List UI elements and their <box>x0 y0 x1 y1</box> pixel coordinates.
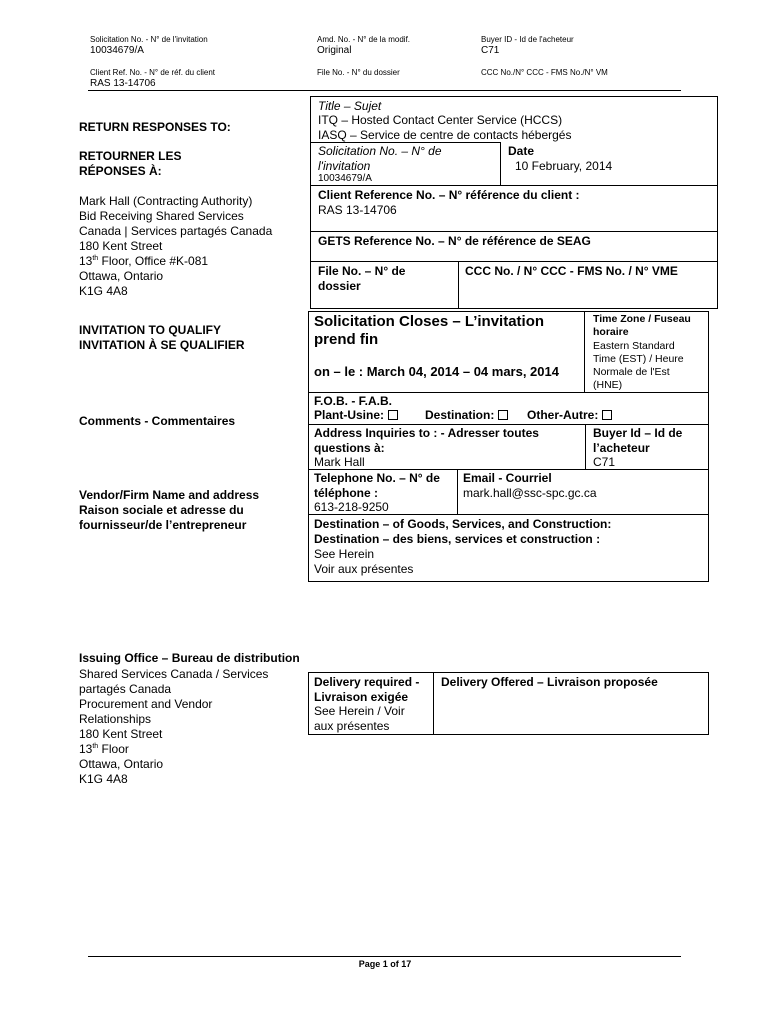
destination-value-en: See Herein <box>314 547 375 561</box>
address-floor: 13th Floor, Office #K-081 <box>79 254 209 268</box>
ccc-fms-label: CCC No. / N° CCC - FMS No. / N° VME <box>465 264 678 278</box>
buyer-id-label: Buyer ID - Id de l'acheteur <box>481 35 574 44</box>
telephone-value: 613-218-9250 <box>314 500 389 514</box>
delivery-required-value: See Herein / Voir <box>314 704 405 718</box>
fob-other: Other-Autre: <box>527 408 612 423</box>
client-reference-label: Client Reference No. – N° référence du client : <box>318 188 580 202</box>
invitation-to-qualify: INVITATION TO QUALIFY <box>79 323 221 337</box>
return-responses-fr-2: RÉPONSES À: <box>79 164 162 178</box>
vendor-label-1: Vendor/Firm Name and address <box>79 488 260 502</box>
email-value[interactable]: mark.hall@ssc-spc.gc.ca <box>463 486 597 500</box>
buyer-id-value: C71 <box>481 45 500 56</box>
closing-date: on – le : March 04, 2014 – 04 mars, 2014 <box>314 364 559 379</box>
date-value: 10 February, 2014 <box>515 159 613 173</box>
delivery-required-value-2: aux présentes <box>314 719 390 733</box>
issuing-floor: 13th Floor <box>79 742 129 756</box>
solicitation-no-label-box: Solicitation No. – N° de <box>318 144 442 158</box>
address-line: Canada | Services partagés Canada <box>79 224 273 238</box>
telephone-label: Telephone No. – N° de <box>314 471 440 485</box>
issuing-street: 180 Kent Street <box>79 727 163 741</box>
solicitation-no-value: 10034679/A <box>90 45 144 56</box>
contracting-authority: Mark Hall (Contracting Authority) <box>79 194 253 208</box>
address-inquiries-label-2: questions à: <box>314 441 385 455</box>
invitation-se-qualifier: INVITATION À SE QUALIFIER <box>79 338 245 352</box>
comments-label: Comments - Commentaires <box>79 414 236 428</box>
footer-rule <box>88 956 681 957</box>
delivery-offered-label: Delivery Offered – Livraison proposée <box>441 675 658 689</box>
file-no-label-box: File No. – N° de <box>318 264 406 278</box>
address-street: 180 Kent Street <box>79 239 163 253</box>
issuing-office-title: Issuing Office – Bureau de distribution <box>79 651 300 665</box>
time-zone-label-2: horaire <box>593 326 629 338</box>
delivery-required-label-fr: Livraison exigée <box>314 690 409 704</box>
email-label: Email - Courriel <box>463 471 552 485</box>
vendor-label-3: fournisseur/de l’entrepreneur <box>79 518 247 532</box>
destination-checkbox[interactable] <box>498 410 508 420</box>
return-responses-en: RETURN RESPONSES TO: <box>79 120 231 134</box>
plant-checkbox[interactable] <box>388 410 398 420</box>
time-zone-value: Normale de l'Est <box>593 366 670 378</box>
issuing-line: partagés Canada <box>79 682 172 696</box>
address-postal: K1G 4A8 <box>79 284 128 298</box>
solicitation-no-value-box: 10034679/A <box>318 173 372 184</box>
fob-destination: Destination: <box>425 408 508 423</box>
amd-no-label: Amd. No. - N° de la modif. <box>317 35 411 44</box>
issuing-city: Ottawa, Ontario <box>79 757 164 771</box>
other-checkbox[interactable] <box>602 410 612 420</box>
title-fr: IASQ – Service de centre de contacts hébergés <box>318 128 572 142</box>
issuing-line: Procurement and Vendor <box>79 697 213 711</box>
address-line: Bid Receiving Shared Services <box>79 209 244 223</box>
file-no-label-box-2: dossier <box>318 279 361 293</box>
solicitation-closes-1: Solicitation Closes – L’invitation <box>314 313 545 330</box>
date-label: Date <box>508 144 535 158</box>
ccc-no-label: CCC No./N° CCC - FMS No./N° VM <box>481 68 608 77</box>
client-reference-value: RAS 13-14706 <box>318 203 397 217</box>
issuing-line: Relationships <box>79 712 152 726</box>
address-city: Ottawa, Ontario <box>79 269 164 283</box>
client-ref-value: RAS 13-14706 <box>90 78 156 89</box>
fob-plant-usine: Plant-Usine: <box>314 408 398 423</box>
file-no-label: File No. - N° du dossier <box>317 68 400 77</box>
destination-label-en: Destination – of Goods, Services, and Construction: <box>314 517 612 531</box>
return-responses-fr-1: RETOURNER LES <box>79 149 182 163</box>
fob-label: F.O.B. - F.A.B. <box>314 394 392 408</box>
delivery-required-label: Delivery required - <box>314 675 420 689</box>
header-rule <box>88 90 681 91</box>
solicitation-closes-2: prend fin <box>314 331 379 348</box>
buyer-id-label-box: Buyer Id – Id de <box>593 426 683 440</box>
buyer-id-value-box: C71 <box>593 455 616 469</box>
destination-value-fr: Voir aux présentes <box>314 562 414 576</box>
telephone-label-2: téléphone : <box>314 486 379 500</box>
time-zone-value: (HNE) <box>593 379 623 391</box>
gets-reference-label: GETS Reference No. – N° de référence de SEAG <box>318 234 591 248</box>
time-zone-value: Eastern Standard <box>593 340 675 352</box>
title-en: ITQ – Hosted Contact Center Service (HCCS) <box>318 113 563 127</box>
vendor-label-2: Raison sociale et adresse du <box>79 503 244 517</box>
solicitation-no-label: Solicitation No. - N° de l'invitation <box>90 35 208 44</box>
issuing-postal: K1G 4A8 <box>79 772 128 786</box>
solicitation-no-label-box-2: l'invitation <box>318 159 371 173</box>
issuing-line: Shared Services Canada / Services <box>79 667 269 681</box>
amd-no-value: Original <box>317 45 352 56</box>
client-ref-label: Client Ref. No. - N° de réf. du client <box>90 68 216 77</box>
title-label: Title – Sujet <box>318 99 382 113</box>
time-zone-value: Time (EST) / Heure <box>593 353 684 365</box>
page-number: Page 1 of 17 <box>358 959 412 969</box>
address-inquiries-value: Mark Hall <box>314 455 365 469</box>
address-inquiries-label: Address Inquiries to : - Adresser toutes <box>314 426 539 440</box>
buyer-id-label-box-2: l’acheteur <box>593 441 650 455</box>
time-zone-label: Time Zone / Fuseau <box>593 313 691 325</box>
destination-label-fr: Destination – des biens, services et construction : <box>314 532 601 546</box>
